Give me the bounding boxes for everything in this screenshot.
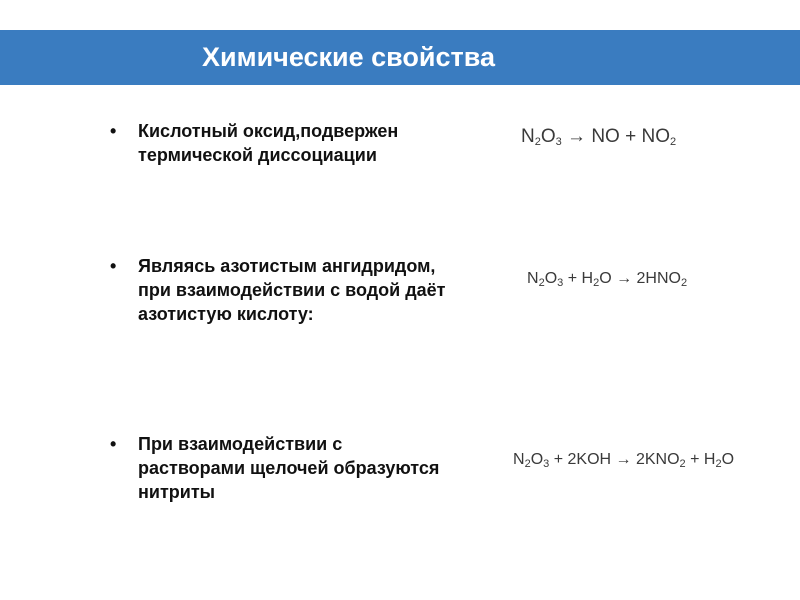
formula-text: O	[530, 451, 544, 468]
bullet-text: Кислотный оксид,подвержен термической диссоциации	[138, 121, 399, 165]
formula-text: + 2KOH → 2KNO	[549, 451, 680, 468]
formula-text: O	[544, 270, 558, 287]
formula-text: + H	[685, 451, 716, 468]
bullet-marker: •	[110, 256, 117, 276]
formula-subscript: 2	[679, 458, 686, 470]
bullet-text: Являясь азотистым ангидридом, при взаимодействии с водой даёт азотистую кислоту:	[138, 256, 446, 324]
formula-text: N	[513, 451, 525, 468]
formula-subscript: 2	[538, 277, 545, 289]
formula-subscript: 2	[680, 277, 688, 289]
bullet-text: При взаимодействии с растворами щелочей образуются нитриты	[138, 434, 440, 502]
formula-text: N	[521, 126, 535, 147]
formula-subscript: 2	[669, 136, 677, 148]
slide-title: Химические свойства	[202, 42, 496, 72]
title-bar	[0, 30, 800, 85]
formula-subscript: 2	[593, 277, 600, 289]
formula-text: → NO + NO	[561, 126, 670, 147]
formula-text: N	[527, 270, 539, 287]
formula-text: O → 2HNO	[599, 270, 681, 287]
formula-subscript: 2	[715, 458, 722, 470]
formula-text: O	[721, 451, 735, 468]
formula-subscript: 3	[543, 458, 550, 470]
reaction-equation	[521, 126, 676, 148]
bullet-marker: •	[110, 434, 117, 454]
formula-subscript: 2	[534, 136, 541, 148]
formula-subscript: 3	[555, 136, 562, 148]
bullet-marker: •	[110, 121, 117, 141]
reaction-equation	[527, 268, 687, 290]
formula-subscript: 3	[557, 277, 564, 289]
reaction-equation	[513, 449, 734, 471]
formula-text: + H	[563, 270, 594, 287]
formula-text: O	[540, 126, 556, 147]
formula-subscript: 2	[524, 458, 531, 470]
